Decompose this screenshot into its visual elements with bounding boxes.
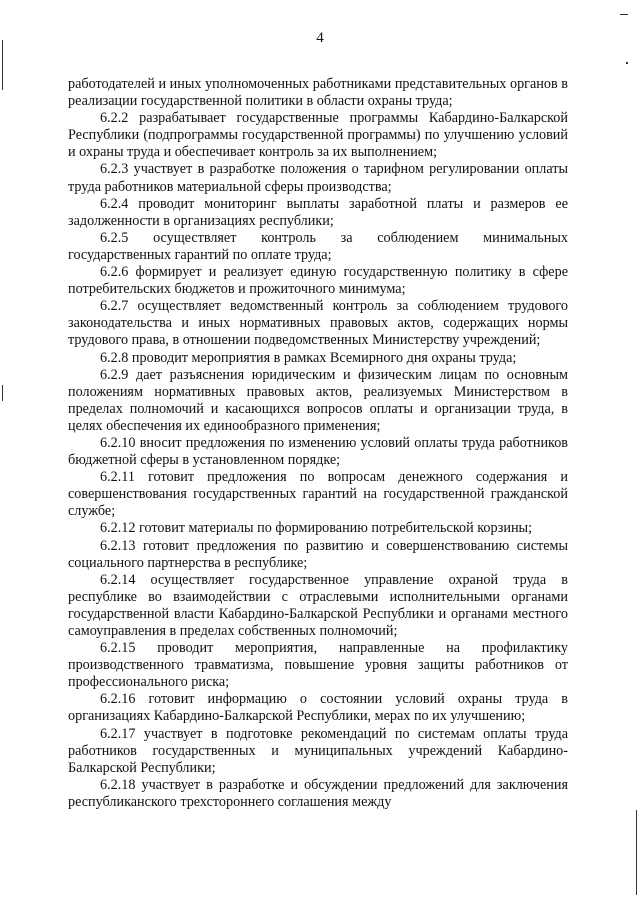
paragraph-continuation: работодателей и иных уполномоченных работниками представительных органов в реализации государственной политики в области охраны труда; bbox=[68, 76, 568, 110]
paragraph-6-2-12: 6.2.12 готовит материалы по формированию потребительской корзины; bbox=[100, 520, 533, 537]
paragraph-6-2-16: 6.2.16 готовит информацию о состоянии условий охраны труда в организациях Кабардино-Балкарской Республики, мерах по их улучшению; bbox=[68, 691, 568, 725]
scan-mark-right-2 bbox=[626, 62, 628, 64]
page-number: 4 bbox=[316, 30, 324, 46]
paragraph-6-2-9: 6.2.9 дает разъяснения юридическим и физическим лицам по основным положениям нормативных правовых актов, реализуемых Министерством в пределах полномочий и касающихся вопросов оплаты и организации труда, в целях обеспечения их единообразного применения; bbox=[68, 366, 568, 434]
paragraph-6-2-17: 6.2.17 участвует в подготовке рекомендаций по системам оплаты труда работников государственных и муниципальных учреждений Кабардино-Балкарской Республики; bbox=[68, 725, 568, 776]
scan-mark-left-2 bbox=[2, 385, 3, 401]
paragraph-6-2-4: 6.2.4 проводит мониторинг выплаты заработной платы и размеров ее задолженности в организациях республики; bbox=[68, 195, 568, 229]
document-body bbox=[68, 76, 568, 811]
paragraph-6-2-13: 6.2.13 готовит предложения по развитию и совершенствованию системы социального партнерства в республике; bbox=[68, 537, 568, 571]
scan-mark-right-3 bbox=[636, 810, 637, 895]
paragraph-6-2-11: 6.2.11 готовит предложения по вопросам денежного содержания и совершенствования государственных гарантий на государственной гражданской службе; bbox=[68, 469, 568, 520]
paragraph-6-2-6: 6.2.6 формирует и реализует единую государственную политику в сфере потребительских бюджетов и прожиточного минимума; bbox=[68, 264, 568, 298]
paragraph-6-2-8: 6.2.8 проводит мероприятия в рамках Всемирного дня охраны труда; bbox=[100, 349, 517, 366]
scan-mark-right-1 bbox=[620, 14, 628, 15]
paragraph-6-2-18: 6.2.18 участвует в разработке и обсуждении предложений для заключения республиканского трехстороннего соглашения между bbox=[68, 776, 568, 810]
paragraph-6-2-14: 6.2.14 осуществляет государственное управление охраной труда в республике во взаимодействии с отраслевыми исполнительными органами государственной власти Кабардино-Балкарской Республики и органами местного самоуправления в пределах собственных полномочий; bbox=[68, 571, 568, 639]
paragraph-6-2-5: 6.2.5 осуществляет контроль за соблюдением минимальных государственных гарантий по оплате труда; bbox=[68, 229, 568, 263]
paragraph-6-2-2: 6.2.2 разрабатывает государственные программы Кабардино-Балкарской Республики (подпрограммы государственной программы) по улучшению условий и охраны труда и обеспечивает контроль за их выполнением; bbox=[68, 110, 568, 161]
paragraph-6-2-7: 6.2.7 осуществляет ведомственный контроль за соблюдением трудового законодательства и иных нормативных правовых актов, содержащих нормы трудового права, в отношении подведомственных Министерству учреждений; bbox=[68, 298, 568, 349]
scan-mark-left-1 bbox=[2, 40, 3, 90]
paragraph-6-2-10: 6.2.10 вносит предложения по изменению условий оплаты труда работников бюджетной сферы в установленном порядке; bbox=[68, 434, 568, 469]
paragraph-6-2-3: 6.2.3 участвует в разработке положения о тарифном регулировании оплаты труда работников материальной сферы производства; bbox=[68, 161, 568, 195]
paragraph-6-2-15: 6.2.15 проводит мероприятия, направленные на профилактику производственного травматизма, повышение уровня защиты работников от профессионального риска; bbox=[68, 640, 568, 691]
